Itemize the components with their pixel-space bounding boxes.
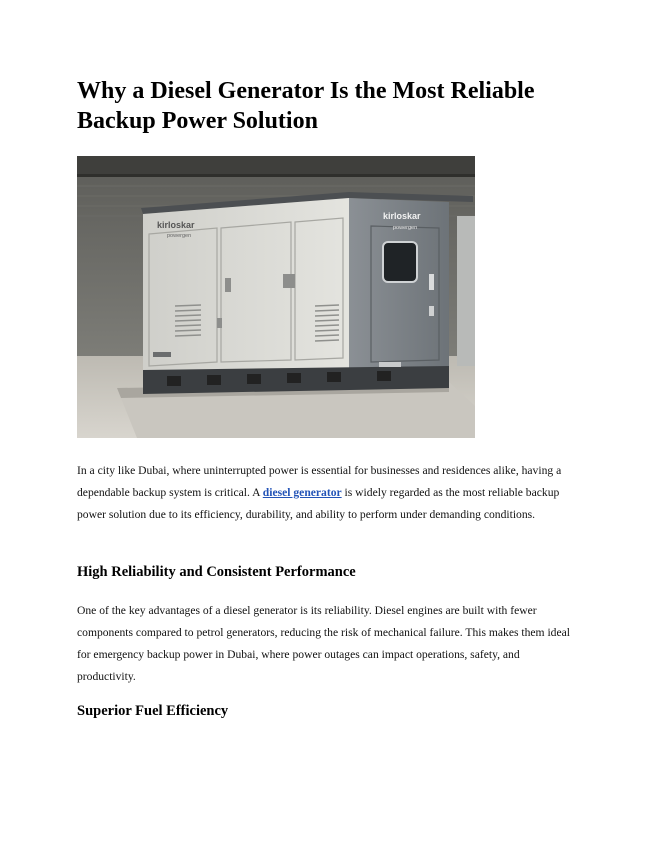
generator-photo bbox=[77, 156, 475, 438]
section-body-reliability: One of the key advantages of a diesel generator is its reliability. Diesel engines are built with fewer components compared to petrol generators, reducing the risk of mechanical failure. This makes them ideal for emergency backup power in Dubai, where power outages can impact operations, safety, and productivity. bbox=[77, 604, 570, 683]
brand-sub-right: powergen bbox=[393, 225, 418, 231]
generator-illustration bbox=[77, 156, 475, 438]
diesel-generator-link[interactable]: diesel generator bbox=[262, 486, 342, 499]
control-panel-window bbox=[383, 242, 417, 282]
intro-text-before-link: In a city like Dubai, where uninterrupted power is essential for businesses and residences alike, having a dependable backup system is critical. A bbox=[77, 464, 562, 499]
brand-sub-left: powergen bbox=[167, 233, 192, 239]
article-title: Why a Diesel Generator Is the Most Reliable Backup Power Solution bbox=[77, 78, 535, 134]
intro-paragraph bbox=[77, 460, 577, 526]
section-heading-fuel-efficiency: Superior Fuel Efficiency bbox=[77, 703, 229, 719]
brand-logo-right: kirloskar bbox=[383, 211, 421, 221]
intro-text-after-link: is widely regarded as the most reliable backup power solution due to its efficiency, durability, and ability to perform under demanding conditions. bbox=[77, 486, 560, 521]
section-heading-reliability: High Reliability and Consistent Performance bbox=[77, 564, 356, 580]
brand-logo-left: kirloskar bbox=[157, 220, 195, 230]
